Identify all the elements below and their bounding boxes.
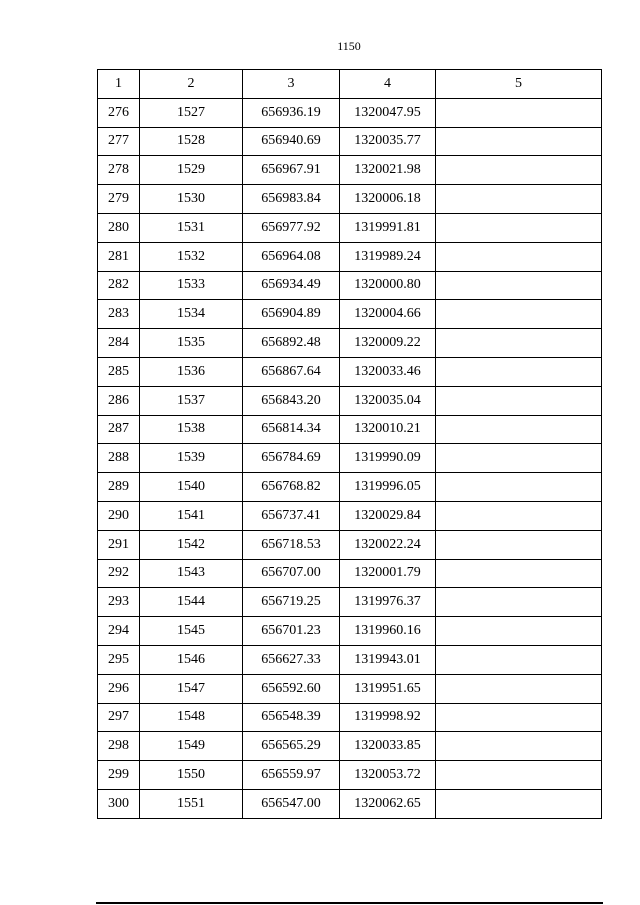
table-cell: 656940.69 bbox=[243, 127, 340, 156]
table-cell: 1551 bbox=[140, 789, 243, 818]
table-cell: 656627.33 bbox=[243, 645, 340, 674]
table-cell: 1539 bbox=[140, 444, 243, 473]
table-row bbox=[98, 530, 602, 559]
table-row bbox=[98, 271, 602, 300]
table-cell: 656719.25 bbox=[243, 588, 340, 617]
table-cell: 1320021.98 bbox=[340, 156, 436, 185]
table-row bbox=[98, 501, 602, 530]
footer-rule bbox=[96, 902, 603, 904]
table-cell bbox=[436, 761, 602, 790]
table-cell: 288 bbox=[98, 444, 140, 473]
table-cell bbox=[436, 530, 602, 559]
table-row bbox=[98, 98, 602, 127]
table-row bbox=[98, 703, 602, 732]
table-cell: 287 bbox=[98, 415, 140, 444]
table-cell bbox=[436, 501, 602, 530]
table-cell: 656967.91 bbox=[243, 156, 340, 185]
table-cell: 1319989.24 bbox=[340, 242, 436, 271]
table-row bbox=[98, 559, 602, 588]
table-cell: 298 bbox=[98, 732, 140, 761]
table-cell: 1534 bbox=[140, 300, 243, 329]
table-cell: 656547.00 bbox=[243, 789, 340, 818]
table-cell: 656904.89 bbox=[243, 300, 340, 329]
table-row bbox=[98, 761, 602, 790]
table-row bbox=[98, 300, 602, 329]
table-cell bbox=[436, 98, 602, 127]
table-row bbox=[98, 588, 602, 617]
table-row bbox=[98, 357, 602, 386]
table-cell: 656559.97 bbox=[243, 761, 340, 790]
table-cell: 1547 bbox=[140, 674, 243, 703]
table-cell: 1544 bbox=[140, 588, 243, 617]
table-cell bbox=[436, 213, 602, 242]
table-cell bbox=[436, 732, 602, 761]
table-cell bbox=[436, 674, 602, 703]
table-cell: 1319976.37 bbox=[340, 588, 436, 617]
table-row bbox=[98, 386, 602, 415]
table-cell: 1320010.21 bbox=[340, 415, 436, 444]
table-cell bbox=[436, 329, 602, 358]
table-cell bbox=[436, 473, 602, 502]
table-cell: 1319998.92 bbox=[340, 703, 436, 732]
table-row bbox=[98, 242, 602, 271]
table-cell: 1320004.66 bbox=[340, 300, 436, 329]
table-cell: 295 bbox=[98, 645, 140, 674]
table-cell: 656784.69 bbox=[243, 444, 340, 473]
column-header: 4 bbox=[340, 70, 436, 99]
table-row bbox=[98, 156, 602, 185]
table-cell: 1319960.16 bbox=[340, 617, 436, 646]
table-cell: 1528 bbox=[140, 127, 243, 156]
table-cell: 278 bbox=[98, 156, 140, 185]
table-cell: 1320035.04 bbox=[340, 386, 436, 415]
table-cell: 656548.39 bbox=[243, 703, 340, 732]
table-cell bbox=[436, 588, 602, 617]
table-cell bbox=[436, 300, 602, 329]
table-cell: 656565.29 bbox=[243, 732, 340, 761]
table-cell: 1320047.95 bbox=[340, 98, 436, 127]
table-cell: 291 bbox=[98, 530, 140, 559]
table-cell: 276 bbox=[98, 98, 140, 127]
table-cell: 1550 bbox=[140, 761, 243, 790]
table-cell: 1532 bbox=[140, 242, 243, 271]
table-cell bbox=[436, 357, 602, 386]
table-cell: 656701.23 bbox=[243, 617, 340, 646]
table-cell: 1529 bbox=[140, 156, 243, 185]
table-cell: 1320001.79 bbox=[340, 559, 436, 588]
table-cell: 286 bbox=[98, 386, 140, 415]
table-cell: 1545 bbox=[140, 617, 243, 646]
table-row bbox=[98, 473, 602, 502]
table-cell: 300 bbox=[98, 789, 140, 818]
table-cell: 1319990.09 bbox=[340, 444, 436, 473]
table-cell: 656592.60 bbox=[243, 674, 340, 703]
table-cell: 1320009.22 bbox=[340, 329, 436, 358]
table-cell bbox=[436, 127, 602, 156]
table-cell: 293 bbox=[98, 588, 140, 617]
table-cell: 1319943.01 bbox=[340, 645, 436, 674]
table-cell: 294 bbox=[98, 617, 140, 646]
table-cell: 1320033.46 bbox=[340, 357, 436, 386]
table-cell: 277 bbox=[98, 127, 140, 156]
table-cell: 656737.41 bbox=[243, 501, 340, 530]
table-cell: 1527 bbox=[140, 98, 243, 127]
table-cell: 656934.49 bbox=[243, 271, 340, 300]
table-cell: 656936.19 bbox=[243, 98, 340, 127]
table-cell: 1320033.85 bbox=[340, 732, 436, 761]
table-cell: 656964.08 bbox=[243, 242, 340, 271]
table-cell: 292 bbox=[98, 559, 140, 588]
table-cell: 656983.84 bbox=[243, 185, 340, 214]
table-cell: 1320022.24 bbox=[340, 530, 436, 559]
table-cell: 1533 bbox=[140, 271, 243, 300]
table-cell: 1535 bbox=[140, 329, 243, 358]
table-cell: 656867.64 bbox=[243, 357, 340, 386]
table-cell: 656977.92 bbox=[243, 213, 340, 242]
table-cell: 1542 bbox=[140, 530, 243, 559]
table-cell bbox=[436, 789, 602, 818]
table-row bbox=[98, 789, 602, 818]
table-cell: 1530 bbox=[140, 185, 243, 214]
table-cell: 299 bbox=[98, 761, 140, 790]
coordinates-table bbox=[97, 69, 602, 819]
table-cell: 281 bbox=[98, 242, 140, 271]
table-cell: 1319991.81 bbox=[340, 213, 436, 242]
table-row bbox=[98, 645, 602, 674]
table-cell bbox=[436, 271, 602, 300]
table-cell: 285 bbox=[98, 357, 140, 386]
table-cell bbox=[436, 156, 602, 185]
table-body bbox=[98, 98, 602, 818]
column-header: 2 bbox=[140, 70, 243, 99]
table-cell: 656768.82 bbox=[243, 473, 340, 502]
table-cell: 1536 bbox=[140, 357, 243, 386]
table-row bbox=[98, 674, 602, 703]
table-cell bbox=[436, 242, 602, 271]
table-cell bbox=[436, 559, 602, 588]
table-cell: 1546 bbox=[140, 645, 243, 674]
table-cell: 656814.34 bbox=[243, 415, 340, 444]
table-cell: 1320000.80 bbox=[340, 271, 436, 300]
table-row bbox=[98, 732, 602, 761]
table-cell: 1538 bbox=[140, 415, 243, 444]
table-cell bbox=[436, 617, 602, 646]
table-header-row bbox=[98, 70, 602, 99]
table-cell bbox=[436, 645, 602, 674]
table-cell: 284 bbox=[98, 329, 140, 358]
table-cell: 1320053.72 bbox=[340, 761, 436, 790]
table-cell: 1320029.84 bbox=[340, 501, 436, 530]
table-cell: 1543 bbox=[140, 559, 243, 588]
table-row bbox=[98, 185, 602, 214]
table-cell bbox=[436, 703, 602, 732]
table-row bbox=[98, 617, 602, 646]
table-cell: 1541 bbox=[140, 501, 243, 530]
column-header: 1 bbox=[98, 70, 140, 99]
table-cell: 1537 bbox=[140, 386, 243, 415]
column-header: 5 bbox=[436, 70, 602, 99]
table-cell: 656718.53 bbox=[243, 530, 340, 559]
table-cell: 656707.00 bbox=[243, 559, 340, 588]
table-cell: 1319951.65 bbox=[340, 674, 436, 703]
table-cell: 290 bbox=[98, 501, 140, 530]
page-number: 1150 bbox=[337, 39, 361, 53]
table-row bbox=[98, 329, 602, 358]
table-row bbox=[98, 415, 602, 444]
table-cell: 296 bbox=[98, 674, 140, 703]
table-cell: 1540 bbox=[140, 473, 243, 502]
table-cell: 297 bbox=[98, 703, 140, 732]
table-cell: 283 bbox=[98, 300, 140, 329]
table-row bbox=[98, 127, 602, 156]
table-cell: 1319996.05 bbox=[340, 473, 436, 502]
table-cell: 656892.48 bbox=[243, 329, 340, 358]
table-cell: 1320006.18 bbox=[340, 185, 436, 214]
column-header: 3 bbox=[243, 70, 340, 99]
table-cell: 1531 bbox=[140, 213, 243, 242]
table-row bbox=[98, 444, 602, 473]
table-cell bbox=[436, 415, 602, 444]
table-cell: 656843.20 bbox=[243, 386, 340, 415]
table-cell: 1548 bbox=[140, 703, 243, 732]
table-row bbox=[98, 213, 602, 242]
table-cell: 280 bbox=[98, 213, 140, 242]
table-cell bbox=[436, 444, 602, 473]
table-cell: 1320035.77 bbox=[340, 127, 436, 156]
table-cell bbox=[436, 386, 602, 415]
table-cell bbox=[436, 185, 602, 214]
table-cell: 279 bbox=[98, 185, 140, 214]
table-cell: 282 bbox=[98, 271, 140, 300]
table-cell: 1549 bbox=[140, 732, 243, 761]
table-cell: 289 bbox=[98, 473, 140, 502]
table-cell: 1320062.65 bbox=[340, 789, 436, 818]
